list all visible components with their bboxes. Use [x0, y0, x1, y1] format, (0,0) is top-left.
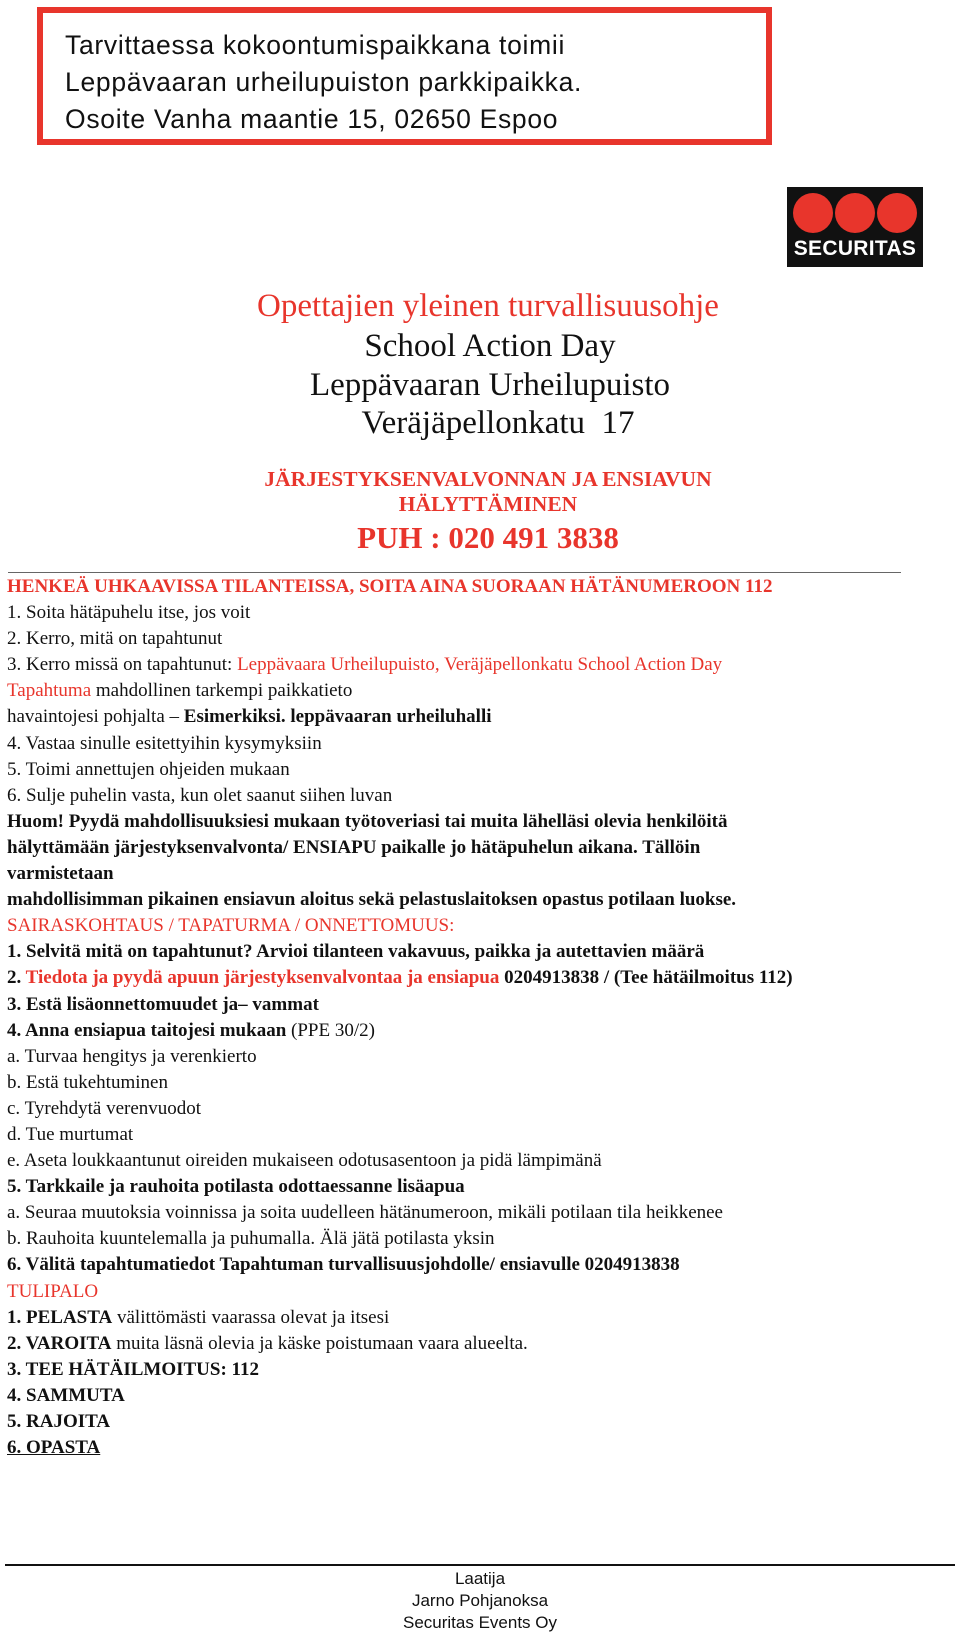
- step-text: Tiedota ja pyydä apuun järjestyksenvalvontaa ja ensiapua: [25, 967, 500, 989]
- alarm-heading: HÄLYTTÄMINEN: [398, 492, 578, 516]
- list-item: [7, 678, 957, 704]
- footer: [0, 1568, 960, 1634]
- notice-line: Leppävaaran urheilupuiston parkkipaikka.: [65, 67, 583, 97]
- venue-name: Leppävaaran Urheilupuisto: [309, 367, 671, 403]
- list-item: 5. RAJOITA: [7, 1411, 111, 1432]
- step-text: 2. VAROITA: [7, 1332, 112, 1354]
- note-text: hälyttämään järjestyksenvalvonta/ ENSIAPU paikalle jo hätäpuhelun aikana. Tällöin: [7, 836, 701, 858]
- step-text: 3. Kerro missä on tapahtunut:: [7, 654, 238, 676]
- alarm-heading: JÄRJESTYKSENVALVONNAN JA ENSIAVUN: [264, 467, 712, 491]
- company-name: Securitas Events Oy: [402, 1613, 557, 1632]
- step-text: 0204913838 / (Tee hätäilmoitus 112): [499, 967, 793, 989]
- step-number: 2.: [7, 967, 26, 989]
- list-item: [7, 704, 957, 730]
- sub-list-item: d. Tue murtumat: [7, 1123, 134, 1145]
- sub-list-item: a. Seuraa muutoksia voinnissa ja soita uudelleen hätänumeroon, mikäli potilaan tila heikkenee: [7, 1202, 723, 1224]
- list-item: [7, 965, 957, 991]
- logo-dot-icon: [877, 193, 917, 233]
- page-title: Opettajien yleinen turvallisuusohje: [257, 288, 719, 324]
- step-text: mahdollinen tarkempi paikkatieto: [91, 680, 353, 702]
- list-item: 6. OPASTA: [7, 1437, 101, 1459]
- venue-address: Veräjäpellonkatu 17: [361, 405, 635, 441]
- list-item: 6. Välitä tapahtumatiedot Tapahtuman turvallisuusjohdolle/ ensiavulle 0204913838: [7, 1254, 680, 1276]
- securitas-logo: [787, 187, 923, 267]
- list-item: 5. Toimi annettujen ohjeiden mukaan: [7, 758, 290, 780]
- fire-heading: TULIPALO: [7, 1280, 99, 1302]
- alarm-phone-number: PUH : 020 491 3838: [357, 520, 619, 555]
- footer-divider: [5, 1564, 955, 1566]
- list-item: 3. Estä lisäonnettomuudet ja– vammat: [7, 993, 319, 1015]
- author-name: Jarno Pohjanoksa: [411, 1591, 549, 1610]
- logo-dot-icon: [835, 193, 875, 233]
- instructions-body: [7, 574, 957, 1461]
- list-item: 4. Vastaa sinulle esitettyihin kysymyksiin: [7, 732, 322, 754]
- list-item: [7, 652, 957, 678]
- notice-line: Tarvittaessa kokoontumispaikkana toimii: [65, 30, 566, 60]
- step-text: välittömästi vaarassa olevat ja itsesi: [112, 1306, 390, 1328]
- note-text: varmistetaan: [7, 863, 114, 885]
- step-text: 4. Anna ensiapua taitojesi mukaan: [7, 1019, 287, 1041]
- footer-label: Laatija: [454, 1569, 506, 1588]
- list-item: 1. Soita hätäpuhelu itse, jos voit: [7, 602, 251, 624]
- list-item: 2. Kerro, mitä on tapahtunut: [7, 628, 223, 650]
- event-text: Tapahtuma: [7, 680, 92, 702]
- location-text: Leppävaara Urheilupuisto, Veräjäpellonkatu School Action Day: [237, 654, 723, 676]
- list-item: 4. SAMMUTA: [7, 1384, 125, 1406]
- sickness-heading: SAIRASKOHTAUS / TAPATURMA / ONNETTOMUUS:: [7, 915, 455, 937]
- notice-line: Osoite Vanha maantie 15, 02650 Espoo: [65, 104, 559, 134]
- note-text: Huom! Pyydä mahdollisuuksiesi mukaan työtoveriasi tai muita lähelläsi olevia henkilöitä: [7, 810, 728, 832]
- sub-list-item: c. Tyrehdytä verenvuodot: [7, 1097, 202, 1119]
- list-item: 6. Sulje puhelin vasta, kun olet saanut siihen luvan: [7, 784, 393, 806]
- event-name: School Action Day: [364, 328, 616, 364]
- example-text: Esimerkiksi. leppävaaran urheiluhalli: [183, 706, 492, 728]
- step-text: 1. PELASTA: [7, 1306, 113, 1328]
- logo-wordmark: SECURITAS: [793, 237, 917, 260]
- step-text: (PPE 30/2): [286, 1019, 375, 1041]
- meeting-point-notice: [37, 7, 772, 145]
- emergency-heading: HENKEÄ UHKAAVISSA TILANTEISSA, SOITA AINA SUORAAN HÄTÄNUMEROON 112: [7, 576, 773, 597]
- list-item: 1. Selvitä mitä on tapahtunut? Arvioi tilanteen vakavuus, paikka ja autettavien määrä: [7, 941, 705, 963]
- list-item: [7, 1305, 957, 1331]
- logo-dot-icon: [793, 193, 833, 233]
- list-item: [7, 1018, 957, 1044]
- step-text: muita läsnä olevia ja käske poistumaan vaara alueelta.: [111, 1332, 528, 1354]
- divider: [8, 572, 901, 573]
- list-item: 3. TEE HÄTÄILMOITUS: 112: [7, 1358, 259, 1380]
- sub-list-item: a. Turvaa hengitys ja verenkierto: [7, 1045, 257, 1067]
- list-item: [7, 1331, 957, 1357]
- note-text: mahdollisimman pikainen ensiavun aloitus sekä pelastuslaitoksen opastus potilaan luokse.: [7, 889, 737, 911]
- sub-list-item: b. Rauhoita kuuntelemalla ja puhumalla. Älä jätä potilasta yksin: [7, 1228, 495, 1250]
- step-text: havaintojesi pohjalta –: [7, 706, 184, 728]
- sub-list-item: e. Aseta loukkaantunut oireiden mukaiseen odotusasentoon ja pidä lämpimänä: [7, 1150, 602, 1172]
- sub-list-item: b. Estä tukehtuminen: [7, 1071, 168, 1093]
- list-item: 5. Tarkkaile ja rauhoita potilasta odottaessanne lisäapua: [7, 1176, 465, 1198]
